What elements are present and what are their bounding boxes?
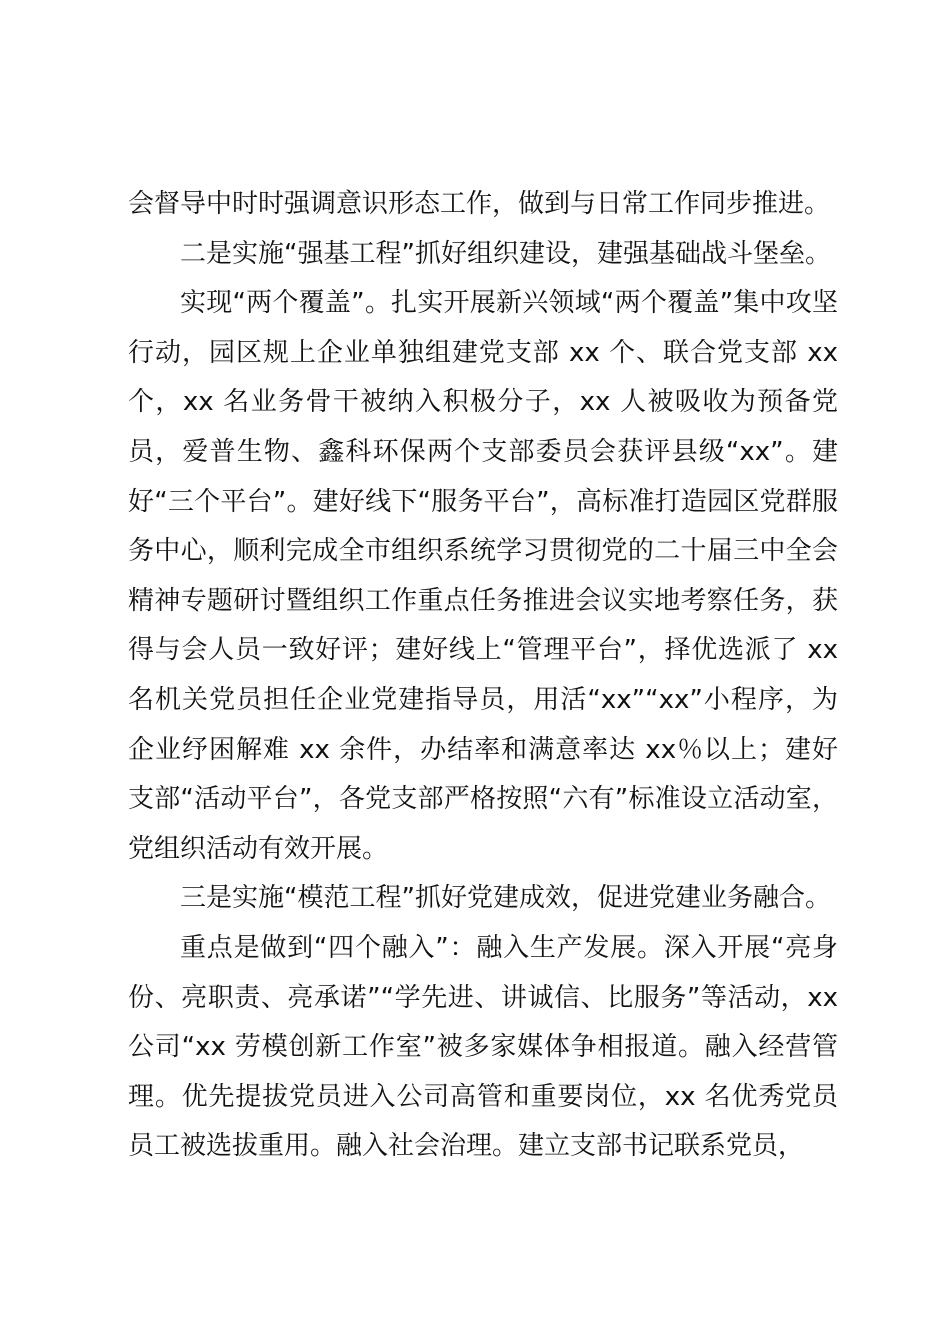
paragraph-two-coverages: 实现“两个覆盖”。扎实开展新兴领域“两个覆盖”集中攻坚行动，园区规上企业单独组建党支部 xx 个、联合党支部 xx 个，xx 名业务骨干被纳入积极分子，xx 人被吸收为预备党员，爱普生物、鑫科环保两个支部委员会获评县级“xx”。建好“三个平台”。建好线下“服务平台”，高标准打造园区党群服务中心，顺利完成全市组织系统学习贯彻党的二十届三中全会精神专题研讨暨组织工作重点任务推进会议实地考察任务，获得与会人员一致好评；建好线上“管理平台”，择优选派了 xx 名机关党员担任企业党建指导员，用活“xx”“xx”小程序，为企业纾困解难 xx 余件，办结率和满意率达 xx％以上；建好支部“活动平台”，各党支部严格按照“六有”标准设立活动室，党组织活动有效开展。 — [128, 288, 838, 864]
paragraph-heading-three: 三是实施“模范工程”抓好党建成效，促进党建业务融合。 — [180, 883, 831, 914]
paragraph-continuation: 会督导中时时强调意识形态工作，做到与日常工作同步推进。 — [128, 189, 831, 219]
document-body — [128, 180, 838, 1172]
paragraph-heading-two: 二是实施“强基工程”抓好组织建设，建强基础战斗堡垒。 — [180, 238, 831, 269]
paragraph-four-integrations: 重点是做到“四个融入”：融入生产发展。深入开展“亮身份、亮职责、亮承诺”“学先进、讲诚信、比服务”等活动，xx 公司“xx 劳模创新工作室”被多家媒体争相报道。融入经营管理。优先提拔党员进入公司高管和重要岗位，xx 名优秀党员员工被选拔重用。融入社会治理。建立支部书记联系党员， — [128, 932, 838, 1162]
